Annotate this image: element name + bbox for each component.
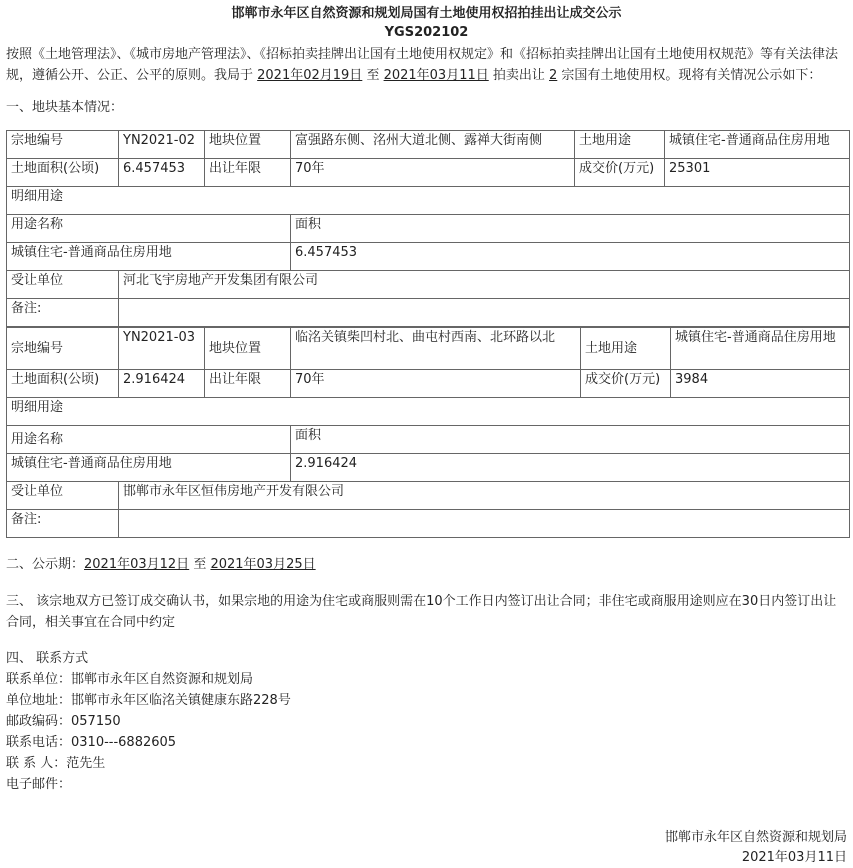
label-usage: 土地用途 bbox=[575, 131, 665, 159]
contact-email: 电子邮件： bbox=[6, 777, 72, 792]
contact-unit: 联系单位：邯郸市永年区自然资源和规划局 bbox=[6, 672, 254, 687]
parcel-price: 25301 bbox=[665, 159, 850, 187]
label-location: 地块位置 bbox=[205, 131, 291, 159]
detail-usage-name: 城镇住宅-普通商品住房用地 bbox=[7, 243, 291, 271]
label-location: 地块位置 bbox=[205, 328, 291, 370]
parcel-location: 富强路东侧、洺州大道北侧、露禅大街南侧 bbox=[291, 131, 575, 159]
intro-start-date: 2021年02月19日 bbox=[257, 68, 363, 83]
label-usage-name: 用途名称 bbox=[7, 215, 291, 243]
label-area: 土地面积(公顷) bbox=[7, 159, 119, 187]
table-row bbox=[7, 131, 850, 159]
table-row bbox=[7, 482, 850, 510]
parcel-no: YN2021-03 bbox=[119, 328, 205, 370]
label-remark: 备注: bbox=[7, 510, 119, 538]
detail-area: 2.916424 bbox=[291, 454, 850, 482]
label-area-short: 面积 bbox=[291, 426, 850, 454]
detail-usage-name: 城镇住宅-普通商品住房用地 bbox=[7, 454, 291, 482]
intro-end-date: 2021年03月11日 bbox=[383, 68, 489, 83]
contact-phone: 联系电话：0310---6882605 bbox=[6, 735, 177, 750]
label-area-short: 面积 bbox=[291, 215, 850, 243]
intro-text-2: 拍卖出让 bbox=[488, 68, 550, 83]
parcel-no: YN2021-02 bbox=[119, 131, 205, 159]
table-row bbox=[7, 243, 850, 271]
section-2-to: 至 bbox=[189, 557, 211, 572]
table-row bbox=[7, 328, 850, 370]
buyer: 河北飞宇房地产开发集团有限公司 bbox=[119, 271, 850, 299]
label-detail-usage: 明细用途 bbox=[7, 187, 850, 215]
parcel-table-1 bbox=[6, 130, 850, 327]
table-row bbox=[7, 370, 850, 398]
parcel-term: 70年 bbox=[291, 159, 575, 187]
table-row bbox=[7, 299, 850, 327]
page-title: 邯郸市永年区自然资源和规划局国有土地使用权招拍挂出让成交公示 bbox=[231, 6, 622, 21]
remark bbox=[119, 510, 850, 538]
intro-paragraph bbox=[6, 44, 847, 86]
label-term: 出让年限 bbox=[205, 159, 291, 187]
parcel-term: 70年 bbox=[291, 370, 581, 398]
section-4-heading: 四、 联系方式 bbox=[6, 651, 89, 666]
contact-person: 联 系 人：范先生 bbox=[6, 756, 106, 771]
contact-address: 单位地址：邯郸市永年区临洺关镇健康东路228号 bbox=[6, 693, 291, 708]
intro-text: 按照《土地管理法》、《城市房地产管理法》、《招标拍卖挂牌出让国有土地使用权规定》和《招标拍卖挂牌出让国有土地使用权规范》等有关法律法规，遵循公开、公正、公平的原则。我局于 bbox=[6, 47, 839, 83]
label-price: 成交价(万元) bbox=[575, 159, 665, 187]
table-row bbox=[7, 215, 850, 243]
parcel-area: 2.916424 bbox=[119, 370, 205, 398]
detail-area: 6.457453 bbox=[291, 243, 850, 271]
table-row bbox=[7, 510, 850, 538]
signature-block bbox=[665, 828, 847, 868]
label-buyer: 受让单位 bbox=[7, 482, 119, 510]
intro-to: 至 bbox=[362, 68, 384, 83]
label-area: 土地面积(公顷) bbox=[7, 370, 119, 398]
label-remark: 备注: bbox=[7, 299, 119, 327]
parcel-table-2 bbox=[6, 327, 850, 538]
table-row bbox=[7, 187, 850, 215]
table-row bbox=[7, 398, 850, 426]
contact-postcode: 邮政编码：057150 bbox=[6, 714, 121, 729]
parcel-area: 6.457453 bbox=[119, 159, 205, 187]
intro-text-3: 宗国有土地使用权。现将有关情况公示如下： bbox=[557, 68, 822, 83]
table-row bbox=[7, 426, 850, 454]
signature-date: 2021年03月11日 bbox=[741, 850, 847, 865]
notice-start-date: 2021年03月12日 bbox=[84, 557, 190, 572]
announcement-code: YGS202102 bbox=[384, 25, 469, 40]
parcel-price: 3984 bbox=[671, 370, 850, 398]
label-term: 出让年限 bbox=[205, 370, 291, 398]
table-row bbox=[7, 271, 850, 299]
signature-org: 邯郸市永年区自然资源和规划局 bbox=[664, 830, 847, 845]
buyer: 邯郸市永年区恒伟房地产开发有限公司 bbox=[119, 482, 850, 510]
section-2-prefix: 二、公示期： bbox=[6, 557, 85, 572]
intro-count: 2 bbox=[549, 68, 558, 83]
label-price: 成交价(万元) bbox=[581, 370, 671, 398]
parcel-usage: 城镇住宅-普通商品住房用地 bbox=[665, 131, 850, 159]
parcel-usage: 城镇住宅-普通商品住房用地 bbox=[671, 328, 850, 370]
table-row bbox=[7, 454, 850, 482]
section-1-heading: 一、地块基本情况： bbox=[6, 100, 124, 115]
notice-end-date: 2021年03月25日 bbox=[210, 557, 316, 572]
section-4 bbox=[6, 648, 847, 795]
section-3: 三、 该宗地双方已签订成交确认书，如果宗地的用途为住宅或商服则需在10个工作日内签订出让合同；非住宅或商服用途则应在30日内签订出让合同，相关事宜在合同中约定 bbox=[6, 594, 837, 630]
label-detail-usage: 明细用途 bbox=[7, 398, 850, 426]
label-usage-name: 用途名称 bbox=[7, 426, 291, 454]
label-parcel-no: 宗地编号 bbox=[7, 131, 119, 159]
label-buyer: 受让单位 bbox=[7, 271, 119, 299]
parcel-location: 临洺关镇柴凹村北、曲屯村西南、北环路以北 bbox=[291, 328, 581, 370]
label-parcel-no: 宗地编号 bbox=[7, 328, 119, 370]
remark bbox=[119, 299, 850, 327]
section-2 bbox=[6, 555, 847, 575]
label-usage: 土地用途 bbox=[581, 328, 671, 370]
table-row bbox=[7, 159, 850, 187]
